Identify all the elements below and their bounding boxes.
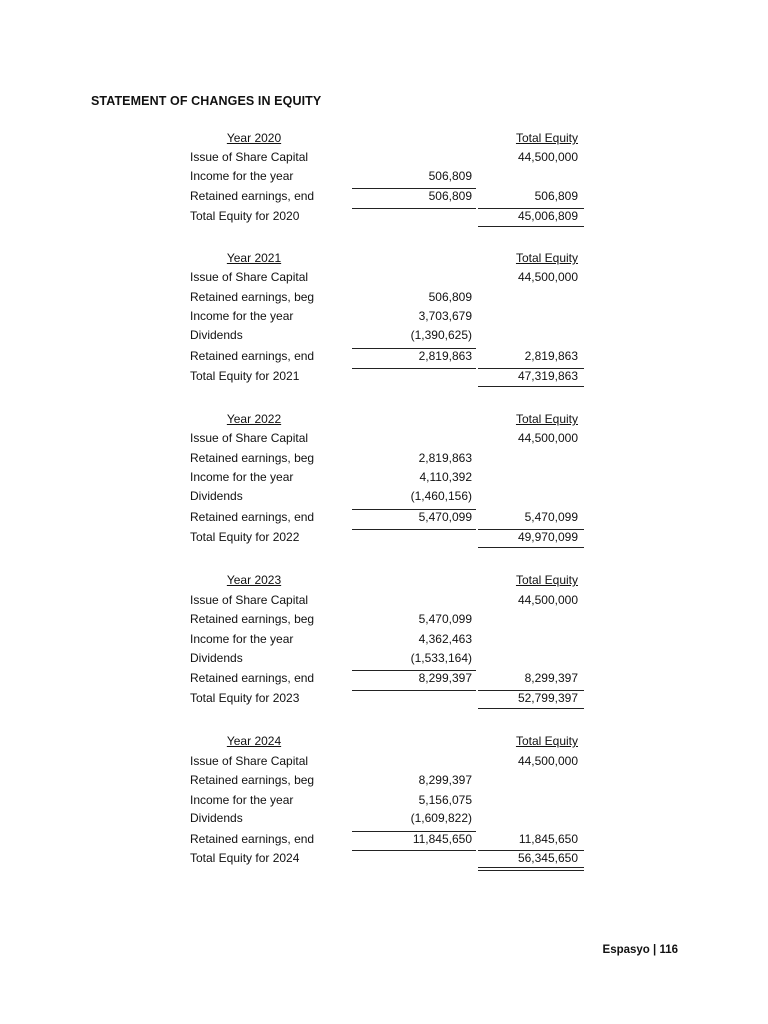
retained-end-label: Retained earnings, end xyxy=(190,189,315,203)
issue-value: 44,500,000 xyxy=(517,754,578,768)
issue-label: Issue of Share Capital xyxy=(190,431,309,445)
retained-end-label: Retained earnings, end xyxy=(190,510,315,524)
income-label: Income for the year xyxy=(190,632,294,646)
income-row xyxy=(0,631,768,649)
dividends-row xyxy=(0,488,768,506)
dividends-label: Dividends xyxy=(190,489,243,503)
dividends-value: (1,609,822) xyxy=(410,811,472,825)
subtotal-rule xyxy=(352,208,476,209)
total-equity-heading: Total Equity xyxy=(515,573,578,587)
total-value: 49,970,099 xyxy=(517,530,578,544)
year-heading: Year 2023 xyxy=(226,573,282,587)
retained-beg-label: Retained earnings, beg xyxy=(190,451,315,465)
issue-label: Issue of Share Capital xyxy=(190,593,309,607)
year-heading: Year 2022 xyxy=(226,412,282,426)
total-bottom-rule xyxy=(478,547,584,548)
retained-end-label: Retained earnings, end xyxy=(190,349,315,363)
retained-end-row xyxy=(0,348,768,366)
retained-beg-value: 506,809 xyxy=(428,290,472,304)
retained-beg-value: 8,299,397 xyxy=(418,773,472,787)
issue-row xyxy=(0,149,768,167)
total-value: 56,345,650 xyxy=(517,851,578,865)
income-value: 506,809 xyxy=(428,169,472,183)
income-row xyxy=(0,168,768,186)
retained-end-mid-value: 11,845,650 xyxy=(412,832,472,846)
total-value: 47,319,863 xyxy=(517,369,578,383)
income-label: Income for the year xyxy=(190,793,294,807)
total-bottom-rule xyxy=(478,226,584,227)
header-row xyxy=(0,411,768,429)
issue-value: 44,500,000 xyxy=(517,270,578,284)
retained-end-label: Retained earnings, end xyxy=(190,832,315,846)
total-label: Total Equity for 2023 xyxy=(190,691,300,705)
issue-row xyxy=(0,592,768,610)
retained-end-mid-value: 506,809 xyxy=(428,189,472,203)
dividends-row xyxy=(0,810,768,828)
page-title: STATEMENT OF CHANGES IN EQUITY xyxy=(91,94,322,108)
dividends-row xyxy=(0,327,768,345)
retained-beg-row xyxy=(0,450,768,468)
retained-end-row xyxy=(0,509,768,527)
dividends-label: Dividends xyxy=(190,328,243,342)
income-row xyxy=(0,469,768,487)
retained-end-row xyxy=(0,188,768,206)
retained-beg-label: Retained earnings, beg xyxy=(190,612,315,626)
total-row xyxy=(0,208,768,226)
income-value: 5,156,075 xyxy=(418,793,472,807)
dividends-value: (1,460,156) xyxy=(410,489,472,503)
dividends-value: (1,390,625) xyxy=(410,328,472,342)
subtotal-rule xyxy=(352,368,476,369)
total-row xyxy=(0,850,768,868)
year-heading: Year 2021 xyxy=(226,251,282,265)
header-row xyxy=(0,733,768,751)
subtotal-rule xyxy=(352,529,476,530)
total-value: 52,799,397 xyxy=(517,691,578,705)
income-label: Income for the year xyxy=(190,470,294,484)
retained-end-right-value: 2,819,863 xyxy=(524,349,578,363)
retained-end-label: Retained earnings, end xyxy=(190,671,315,685)
retained-beg-value: 2,819,863 xyxy=(418,451,472,465)
retained-beg-value: 5,470,099 xyxy=(418,612,472,626)
total-equity-heading: Total Equity xyxy=(515,131,578,145)
retained-beg-label: Retained earnings, beg xyxy=(190,773,315,787)
issue-value: 44,500,000 xyxy=(517,431,578,445)
total-label: Total Equity for 2021 xyxy=(190,369,300,383)
retained-beg-row xyxy=(0,611,768,629)
retained-end-right-value: 5,470,099 xyxy=(524,510,578,524)
retained-end-mid-value: 5,470,099 xyxy=(418,510,472,524)
retained-end-right-value: 8,299,397 xyxy=(524,671,578,685)
retained-end-row xyxy=(0,670,768,688)
page-footer: Espasyo | 116 xyxy=(602,944,678,956)
header-row xyxy=(0,130,768,148)
total-label: Total Equity for 2020 xyxy=(190,209,300,223)
total-double-rule xyxy=(478,867,584,871)
header-row xyxy=(0,250,768,268)
income-label: Income for the year xyxy=(190,309,294,323)
total-label: Total Equity for 2022 xyxy=(190,530,300,544)
total-row xyxy=(0,368,768,386)
total-bottom-rule xyxy=(478,708,584,709)
income-row xyxy=(0,792,768,810)
retained-end-right-value: 506,809 xyxy=(534,189,578,203)
retained-end-right-value: 11,845,650 xyxy=(518,832,578,846)
retained-beg-row xyxy=(0,289,768,307)
subtotal-rule xyxy=(352,690,476,691)
retained-beg-row xyxy=(0,772,768,790)
income-label: Income for the year xyxy=(190,169,294,183)
issue-value: 44,500,000 xyxy=(517,593,578,607)
dividends-label: Dividends xyxy=(190,651,243,665)
income-row xyxy=(0,308,768,326)
issue-label: Issue of Share Capital xyxy=(190,270,309,284)
dividends-row xyxy=(0,650,768,668)
issue-row xyxy=(0,269,768,287)
retained-end-mid-value: 2,819,863 xyxy=(418,349,472,363)
retained-end-mid-value: 8,299,397 xyxy=(418,671,472,685)
retained-end-row xyxy=(0,831,768,849)
total-row xyxy=(0,529,768,547)
year-heading: Year 2020 xyxy=(226,131,282,145)
total-bottom-rule xyxy=(478,386,584,387)
total-row xyxy=(0,690,768,708)
total-value: 45,006,809 xyxy=(517,209,578,223)
total-equity-heading: Total Equity xyxy=(515,251,578,265)
subtotal-rule xyxy=(352,850,476,851)
issue-row xyxy=(0,753,768,771)
issue-label: Issue of Share Capital xyxy=(190,150,309,164)
header-row xyxy=(0,572,768,590)
total-equity-heading: Total Equity xyxy=(515,412,578,426)
dividends-label: Dividends xyxy=(190,811,243,825)
income-value: 3,703,679 xyxy=(418,309,472,323)
income-value: 4,362,463 xyxy=(418,632,472,646)
total-label: Total Equity for 2024 xyxy=(190,851,300,865)
total-equity-heading: Total Equity xyxy=(515,734,578,748)
year-heading: Year 2024 xyxy=(226,734,282,748)
dividends-value: (1,533,164) xyxy=(410,651,472,665)
issue-label: Issue of Share Capital xyxy=(190,754,309,768)
retained-beg-label: Retained earnings, beg xyxy=(190,290,315,304)
issue-row xyxy=(0,430,768,448)
income-value: 4,110,392 xyxy=(419,470,472,484)
issue-value: 44,500,000 xyxy=(517,150,578,164)
